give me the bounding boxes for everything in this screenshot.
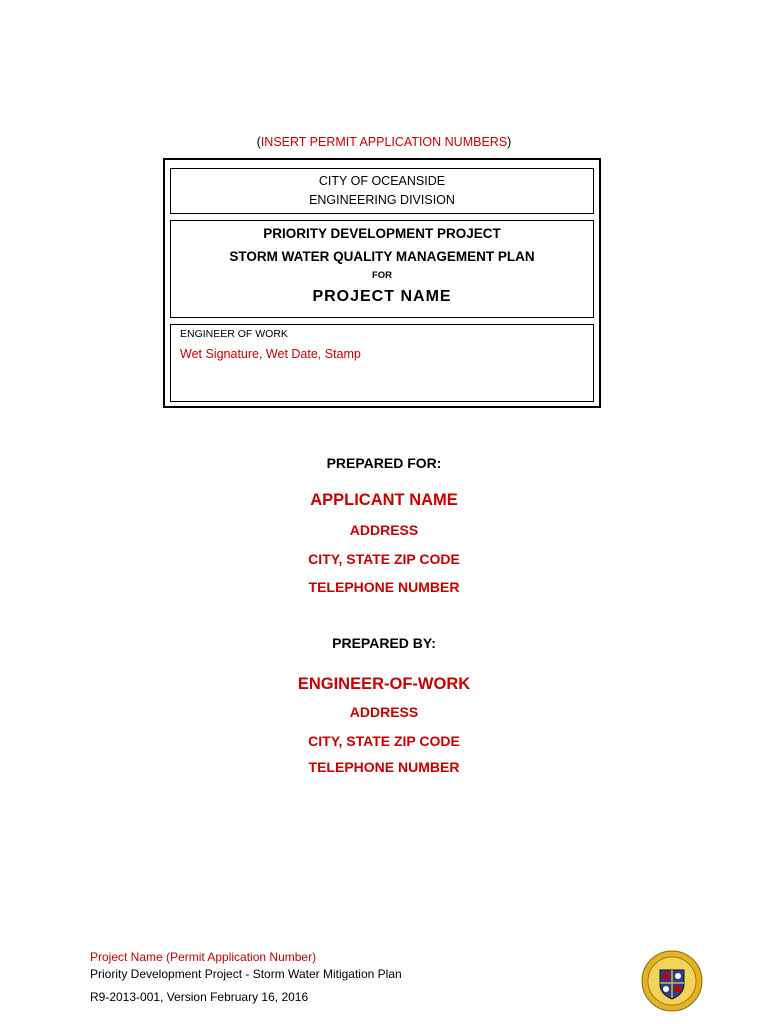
footer-project-line: Project Name (Permit Application Number) (90, 950, 317, 964)
permit-numbers-line (0, 135, 768, 149)
open-paren: ( (256, 135, 261, 149)
engineer-signature-note: Wet Signature, Wet Date, Stamp (180, 347, 361, 361)
agency-box (170, 168, 594, 214)
footer-plan-line: Priority Development Project - Storm Water Mitigation Plan (90, 967, 402, 981)
plan-title: STORM WATER QUALITY MANAGEMENT PLAN (229, 249, 535, 264)
project-name: PROJECT NAME (312, 288, 452, 305)
engineer-phone: TELEPHONE NUMBER (308, 759, 460, 775)
title-block (163, 158, 601, 408)
engineer-label: ENGINEER OF WORK (180, 328, 288, 340)
engineer-address: ADDRESS (349, 704, 419, 720)
engineer-name: ENGINEER-OF-WORK (297, 675, 471, 693)
project-type: PRIORITY DEVELOPMENT PROJECT (263, 226, 501, 241)
close-paren: ) (507, 135, 512, 149)
division-name: ENGINEERING DIVISION (309, 193, 455, 207)
applicant-address: ADDRESS (349, 522, 419, 538)
footer-version-line: R9-2013-001, Version February 16, 2016 (90, 990, 309, 1004)
city-seal-logo (641, 950, 703, 1012)
applicant-name: APPLICANT NAME (310, 491, 458, 509)
engineer-box (170, 324, 594, 402)
for-label: FOR (371, 270, 393, 281)
applicant-phone: TELEPHONE NUMBER (308, 579, 460, 595)
permit-numbers-placeholder: INSERT PERMIT APPLICATION NUMBERS (260, 135, 508, 149)
engineer-city-state-zip: CITY, STATE ZIP CODE (308, 733, 460, 749)
applicant-city-state-zip: CITY, STATE ZIP CODE (308, 551, 460, 567)
prepared-for-label: PREPARED FOR: (326, 455, 442, 471)
plan-title-box (170, 220, 594, 318)
prepared-by-label: PREPARED BY: (332, 635, 436, 651)
city-name: CITY OF OCEANSIDE (318, 174, 446, 188)
